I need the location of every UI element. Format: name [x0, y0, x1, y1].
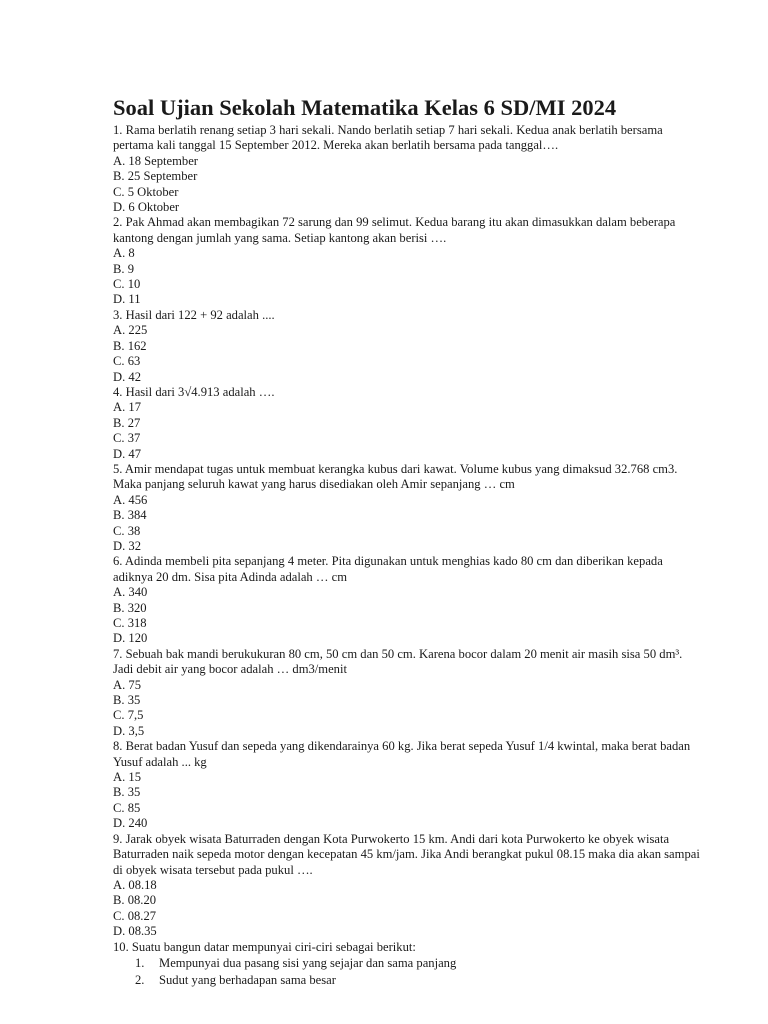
answer-option: A. 340 — [113, 585, 148, 600]
question-9 — [113, 832, 738, 940]
numbered-list-item — [113, 972, 738, 989]
list-number: 2. — [135, 972, 145, 987]
answer-option: C. 85 — [113, 800, 141, 815]
list-item-text: Sudut yang berhadapan sama besar — [159, 972, 336, 987]
question-text-line: 6. Adinda membeli pita sepanjang 4 meter. Pita digunakan untuk menghias kado 80 cm dan diberikan kepada — [113, 554, 663, 569]
answer-option: D. 120 — [113, 631, 148, 646]
question-text-line: 10. Suatu bangun datar mempunyai ciri-ciri sebagai berikut: — [113, 939, 416, 954]
answer-option: C. 38 — [113, 523, 141, 538]
answer-option: A. 08.18 — [113, 877, 157, 892]
question-2 — [113, 215, 738, 307]
question-3 — [113, 308, 738, 385]
answer-option: C. 63 — [113, 354, 141, 369]
question-7 — [113, 647, 738, 739]
question-text-line: 4. Hasil dari 3√4.913 adalah …. — [113, 384, 275, 399]
answer-option: D. 11 — [113, 292, 141, 307]
answer-option: B. 9 — [113, 261, 134, 276]
document-page — [113, 93, 738, 989]
question-text-line: 7. Sebuah bak mandi berukukuran 80 cm, 50 cm dan 50 cm. Karena bocor dalam 20 menit air masih sisa 50 dm³. — [113, 646, 683, 661]
question-text-line: 3. Hasil dari 122 + 92 adalah .... — [113, 307, 275, 322]
document-title: Soal Ujian Sekolah Matematika Kelas 6 SD/MI 2024 — [113, 95, 617, 120]
list-number: 1. — [135, 955, 145, 970]
answer-option: C. 318 — [113, 616, 147, 630]
answer-option: D. 3,5 — [113, 723, 145, 738]
answer-option: C. 7,5 — [113, 708, 144, 723]
question-text-line: di obyek wisata tersebut pada pukul …. — [113, 862, 313, 877]
answer-option: A. 8 — [113, 246, 135, 261]
answer-option: B. 25 September — [113, 169, 198, 184]
answer-option: D. 42 — [113, 369, 141, 384]
question-text-line: 5. Amir mendapat tugas untuk membuat kerangka kubus dari kawat. Volume kubus yang dimaksud 32.768 cm3. — [113, 461, 678, 476]
answer-option: A. 75 — [113, 677, 141, 692]
answer-option: C. 37 — [113, 431, 141, 446]
list-item-text: Mempunyai dua pasang sisi yang sejajar dan sama panjang — [159, 955, 457, 970]
answer-option: A. 18 September — [113, 153, 198, 168]
answer-option: C. 10 — [113, 277, 141, 292]
answer-option: D. 240 — [113, 816, 148, 831]
question-text-line: 2. Pak Ahmad akan membagikan 72 sarung dan 99 selimut. Kedua barang itu akan dimasukkan dalam beberapa — [113, 215, 676, 230]
numbered-list-item — [113, 955, 738, 972]
question-text-line: Baturraden naik sepeda motor dengan kecepatan 45 km/jam. Jika Andi berangkat pukul 08.15 maka dia akan sampai — [113, 847, 700, 862]
question-text-line: Maka panjang seluruh kawat yang harus disediakan oleh Amir sepanjang … cm — [113, 477, 515, 492]
answer-option: A. 225 — [113, 323, 148, 338]
answer-option: A. 456 — [113, 492, 148, 507]
question-text-line: 9. Jarak obyek wisata Baturraden dengan Kota Purwokerto 15 km. Andi dari kota Purwokerto ke obyek wisata — [113, 831, 670, 846]
question-text-line: kantong dengan jumlah yang sama. Setiap kantong akan berisi …. — [113, 230, 447, 245]
answer-option: A. 17 — [113, 400, 141, 415]
question-6 — [113, 554, 738, 646]
answer-option: B. 08.20 — [113, 893, 157, 908]
answer-option: A. 15 — [113, 770, 141, 785]
question-8 — [113, 739, 738, 831]
question-text-line: 1. Rama berlatih renang setiap 3 hari sekali. Nando berlatih setiap 7 hari sekali. Kedua anak berlatih bersama — [113, 123, 663, 137]
question-1 — [113, 123, 738, 215]
answer-option: B. 35 — [113, 785, 141, 800]
answer-option: D. 47 — [113, 446, 141, 461]
question-text-line: Yusuf adalah ... kg — [113, 754, 207, 769]
answer-option: C. 5 Oktober — [113, 184, 179, 199]
question-text-line: pertama kali tanggal 15 September 2012. Mereka akan berlatih bersama pada tanggal…. — [113, 138, 559, 153]
answer-option: C. 08.27 — [113, 908, 157, 923]
question-text-line: Jadi debit air yang bocor adalah … dm3/menit — [113, 662, 347, 677]
answer-option: B. 162 — [113, 338, 147, 353]
question-4 — [113, 385, 738, 462]
answer-option: B. 27 — [113, 415, 141, 430]
question-10 — [113, 940, 738, 989]
answer-option: D. 6 Oktober — [113, 200, 180, 215]
question-5 — [113, 462, 738, 554]
question-text-line: adiknya 20 dm. Sisa pita Adinda adalah … cm — [113, 569, 347, 584]
answer-option: B. 35 — [113, 693, 141, 708]
answer-option: B. 320 — [113, 600, 147, 615]
answer-option: B. 384 — [113, 508, 147, 523]
answer-option: D. 08.35 — [113, 924, 157, 939]
question-text-line: 8. Berat badan Yusuf dan sepeda yang dikendarainya 60 kg. Jika berat sepeda Yusuf 1/4 kwintal, maka berat badan — [113, 739, 691, 754]
answer-option: D. 32 — [113, 538, 141, 553]
